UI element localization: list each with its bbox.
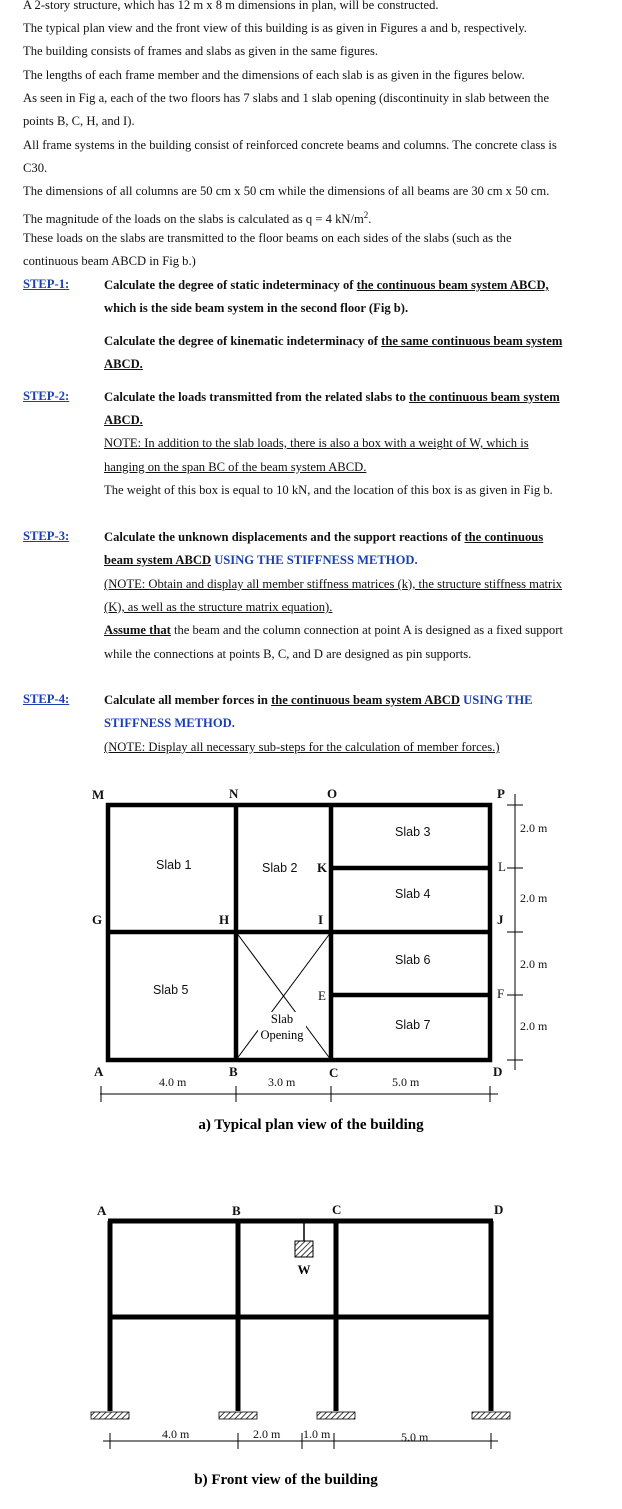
step3-note: (K), as well as the structure matrix equation). (104, 600, 333, 614)
intro-line: points B, C, H, and I). (23, 114, 135, 128)
intro-line: As seen in Fig a, each of the two floors has 7 slabs and 1 slab opening (discontinuity in slab between the (23, 91, 550, 105)
point-N: N (229, 786, 239, 801)
slab-label: Slab 2 (262, 861, 298, 875)
q-period: . (368, 212, 372, 227)
intro-line: A 2-story structure, which has 12 m x 8 m dimensions in plan, will be constructed. (23, 0, 439, 12)
opening-label: Opening (260, 1028, 304, 1042)
step3-line: beam system ABCD USING THE STIFFNESS METHOD. (104, 553, 418, 567)
plan-dim-label: 2.0 m (520, 821, 548, 835)
step1-line: Calculate the degree of static indeterminacy of the continuous beam system ABCD, (104, 278, 549, 292)
plan-dim-label: 5.0 m (392, 1075, 420, 1089)
point-O: O (327, 786, 338, 801)
slab-label: Slab 5 (153, 983, 189, 997)
slab-label: Slab 6 (395, 953, 431, 967)
step1-line: ABCD. (104, 357, 143, 371)
step4-note: (NOTE: Display all necessary sub-steps for the calculation of member forces.) (104, 740, 500, 754)
step2-label: STEP-2: (23, 389, 70, 403)
intro-line (23, 207, 371, 227)
front-point-A: A (97, 1203, 107, 1218)
fixed-supports (91, 1412, 510, 1419)
step3-line: while the connections at points B, C, and D are designed as pin supports. (104, 647, 472, 661)
point-F: F (497, 986, 505, 1001)
slab-label: Slab 7 (395, 1018, 431, 1032)
step2-note: hanging on the span BC of the beam system ABCD. (104, 460, 367, 474)
plan-dim-label: 4.0 m (159, 1075, 187, 1089)
front-caption: b) Front view of the building (194, 1472, 378, 1488)
step4-line: STIFFNESS METHOD. (104, 716, 235, 730)
step3-line: Calculate the unknown displacements and the support reactions of the continuous (104, 530, 544, 544)
plan-dim-label: 2.0 m (520, 1019, 548, 1033)
point-L: L (498, 859, 506, 874)
intro-line: The dimensions of all columns are 50 cm x 50 cm while the dimensions of all beams are 30 cm x 50 cm. (23, 184, 550, 198)
intro-line: The typical plan view and the front view of this building is as given in Figures a and b, respectively. (23, 21, 527, 35)
slab-label: Slab 4 (395, 887, 431, 901)
point-P: P (497, 786, 505, 801)
hanging-box (295, 1241, 313, 1257)
step2-note: The weight of this box is equal to 10 kN, and the location of this box is as given in Fig b. (104, 483, 553, 497)
step2-note: NOTE: In addition to the slab loads, there is also a box with a weight of W, which is (104, 436, 529, 450)
step2-line: Calculate the loads transmitted from the related slabs to the continuous beam system (104, 390, 560, 404)
front-point-C: C (332, 1202, 342, 1217)
front-dim-label: 4.0 m (162, 1427, 190, 1441)
front-point-B: B (232, 1203, 241, 1218)
point-A: A (94, 1064, 104, 1079)
plan-dim-label: 3.0 m (268, 1075, 296, 1089)
front-view-figure (0, 1195, 622, 1505)
point-E: E (318, 988, 326, 1003)
intro-line: These loads on the slabs are transmitted to the floor beams on each sides of the slabs (such as the (23, 231, 512, 245)
step4-line: Calculate all member forces in the continuous beam system ABCD USING THE (104, 693, 533, 707)
q-text: The magnitude of the loads on the slabs is calculated as q = 4 kN/m (23, 212, 364, 227)
point-M: M (92, 787, 105, 802)
intro-line: C30. (23, 161, 48, 175)
point-D: D (493, 1064, 503, 1079)
front-point-D: D (494, 1202, 504, 1217)
intro-line: All frame systems in the building consist of reinforced concrete beams and columns. The concrete class is (23, 138, 557, 152)
step1-line: which is the side beam system in the second floor (Fig b). (104, 301, 409, 315)
q-superscript: 2 (363, 210, 369, 220)
plan-view-figure (0, 780, 622, 1140)
intro-line: The lengths of each frame member and the dimensions of each slab is as given in the figures below. (23, 68, 525, 82)
point-J: J (497, 912, 504, 927)
step1-line: Calculate the degree of kinematic indeterminacy of the same continuous beam system (104, 334, 563, 348)
point-I: I (318, 912, 324, 927)
point-B: B (229, 1064, 238, 1079)
intro-line: The building consists of frames and slabs as given in the same figures. (23, 44, 378, 58)
intro-line: continuous beam ABCD in Fig b.) (23, 254, 196, 268)
slab-label: Slab 1 (156, 858, 192, 872)
step4-label: STEP-4: (23, 692, 70, 706)
step3-note: (NOTE: Obtain and display all member stiffness matrices (k), the structure stiffness matrix (104, 577, 563, 591)
step2-line: ABCD. (104, 413, 143, 427)
slab-label: Slab 3 (395, 825, 431, 839)
plan-dim-label: 2.0 m (520, 891, 548, 905)
front-dim-label: 5.0 m (401, 1430, 429, 1444)
box-weight-label: W (297, 1262, 311, 1277)
point-K: K (317, 860, 328, 875)
plan-caption: a) Typical plan view of the building (198, 1117, 424, 1133)
step3-line: Assume that the beam and the column connection at point A is designed as a fixed support (104, 623, 563, 637)
opening-label: Slab (270, 1012, 294, 1026)
point-G: G (92, 912, 103, 927)
front-dim-label: 1.0 m (303, 1427, 331, 1441)
plan-dim-label: 2.0 m (520, 957, 548, 971)
point-H: H (219, 912, 230, 927)
step3-label: STEP-3: (23, 529, 70, 543)
front-dim-label: 2.0 m (253, 1427, 281, 1441)
step1-label: STEP-1: (23, 277, 70, 291)
point-C: C (329, 1065, 339, 1080)
